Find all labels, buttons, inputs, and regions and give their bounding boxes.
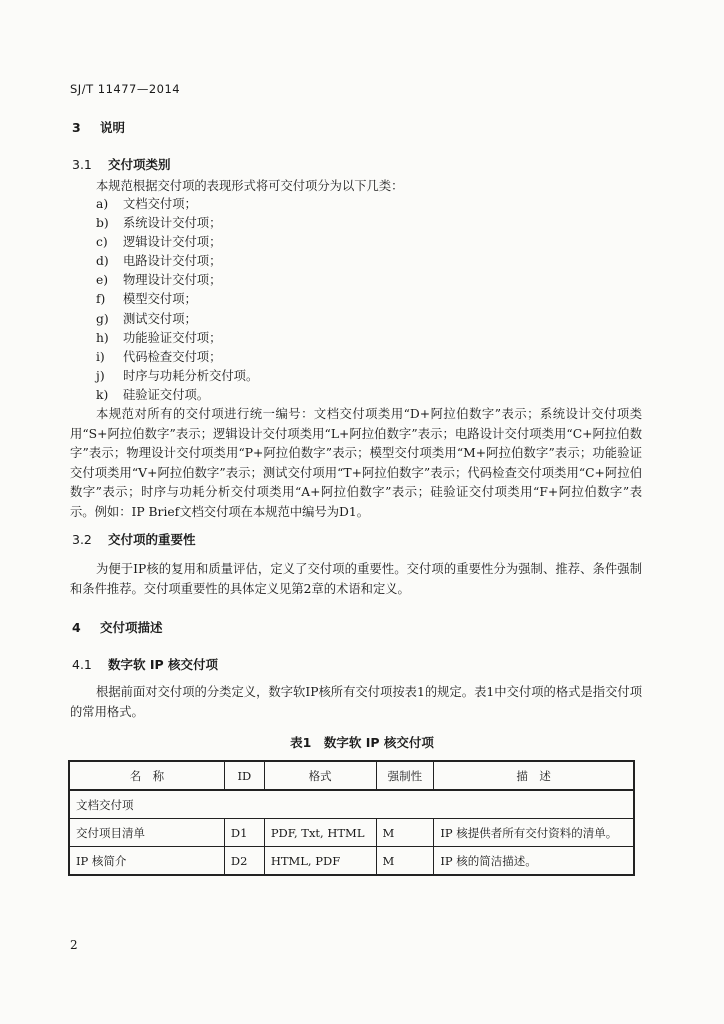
list-item: f) 模型交付项； [96, 292, 197, 307]
list-item: a) 文档交付项； [96, 197, 197, 211]
header-name: 名 称 [69, 761, 224, 790]
cell-mandatory: M [376, 847, 434, 876]
section-4-1-paragraph: 根据前面对交付项的分类定义，数字软IP核所有交付项按表1的规定。表1中交付项的格式是指交付项的常用格式。 [70, 685, 642, 719]
cell-mandatory: M [376, 819, 434, 847]
section-3-1-heading [72, 155, 171, 173]
section-title: 交付项类别 [108, 157, 171, 172]
numbering-paragraph: 本规范对所有的交付项进行统一编号：文档交付项类用“D+阿拉伯数字”表示；系统设计交付项类用“S+阿拉伯数字”表示；逻辑设计交付项类用“L+阿拉伯数字”表示；电路设计交付项类用“C+阿拉伯数字”表示；物理设计交付项类用“P+阿拉伯数字”表示；模型交付项类用“M+阿拉伯数字”表示；功能验证交付项类用“V+阿拉伯数字”表示；测试交付项用“T+阿拉伯数字”表示；代码检查交付项类用“C+阿拉伯数字”表示；时序与功耗分析交付项类用“A+阿拉伯数字”表示；硅验证交付项类用“F+阿拉伯数字”表示。例如：IP Brief文档交付项在本规范中编号为D1。 [70, 407, 642, 519]
cell-format: PDF, Txt, HTML [264, 819, 376, 847]
list-item: h) 功能验证交付项； [96, 330, 222, 345]
section-title: 交付项的重要性 [108, 532, 196, 547]
cell-name: IP 核简介 [69, 847, 224, 876]
category-list [96, 195, 258, 405]
table-header-row [69, 761, 634, 790]
list-item: e) 物理设计交付项； [96, 273, 222, 288]
section-3-2-heading [72, 530, 196, 548]
cell-format: HTML, PDF [264, 847, 376, 876]
section-number: 3.2 [72, 532, 92, 547]
list-item: d) 电路设计交付项； [96, 254, 222, 269]
table-caption: 表1 数字软 IP 核交付项 [290, 735, 434, 750]
standard-number: SJ/T 11477—2014 [70, 82, 181, 96]
section-4-heading [72, 618, 163, 636]
section-4-1-heading [72, 655, 218, 673]
cell-description: IP 核提供者所有交付资料的清单。 [434, 819, 634, 847]
cell-id: D1 [224, 819, 264, 847]
importance-paragraph: 为便于IP核的复用和质量评估，定义了交付项的重要性。交付项的重要性分为强制、推荐、条件强制和条件推荐。交付项重要性的具体定义见第2章的术语和定义。 [70, 562, 642, 596]
table-group-row [69, 790, 634, 819]
section-number: 3.1 [72, 157, 92, 172]
cell-description: IP 核的简洁描述。 [434, 847, 634, 876]
page-number: 2 [70, 938, 78, 952]
header-mandatory: 强制性 [376, 761, 434, 790]
section-number: 3 [72, 120, 81, 135]
list-item: i) 代码检查交付项； [96, 349, 222, 364]
list-item: b) 系统设计交付项； [96, 216, 222, 231]
section-number: 4.1 [72, 657, 92, 672]
table-row [69, 847, 634, 876]
section-title: 说明 [100, 120, 126, 135]
list-item: j) 时序与功耗分析交付项。 [96, 368, 259, 383]
header-description: 描 述 [434, 761, 634, 790]
table-row [69, 819, 634, 847]
list-item: c) 逻辑设计交付项； [96, 235, 222, 250]
section-number: 4 [72, 620, 81, 635]
cell-name: 交付项目清单 [69, 819, 224, 847]
group-label: 文档交付项 [69, 790, 634, 819]
section-title: 交付项描述 [100, 620, 163, 635]
intro-paragraph: 本规范根据交付项的表现形式将可交付项分为以下几类： [96, 179, 404, 193]
cell-id: D2 [224, 847, 264, 876]
section-3-heading [72, 118, 125, 136]
header-id: ID [224, 761, 264, 790]
list-item: g) 测试交付项； [96, 311, 197, 326]
list-item: k) 硅验证交付项。 [96, 387, 210, 402]
header-format: 格式 [264, 761, 376, 790]
deliverables-table [68, 760, 635, 876]
section-title: 数字软 IP 核交付项 [108, 657, 219, 672]
